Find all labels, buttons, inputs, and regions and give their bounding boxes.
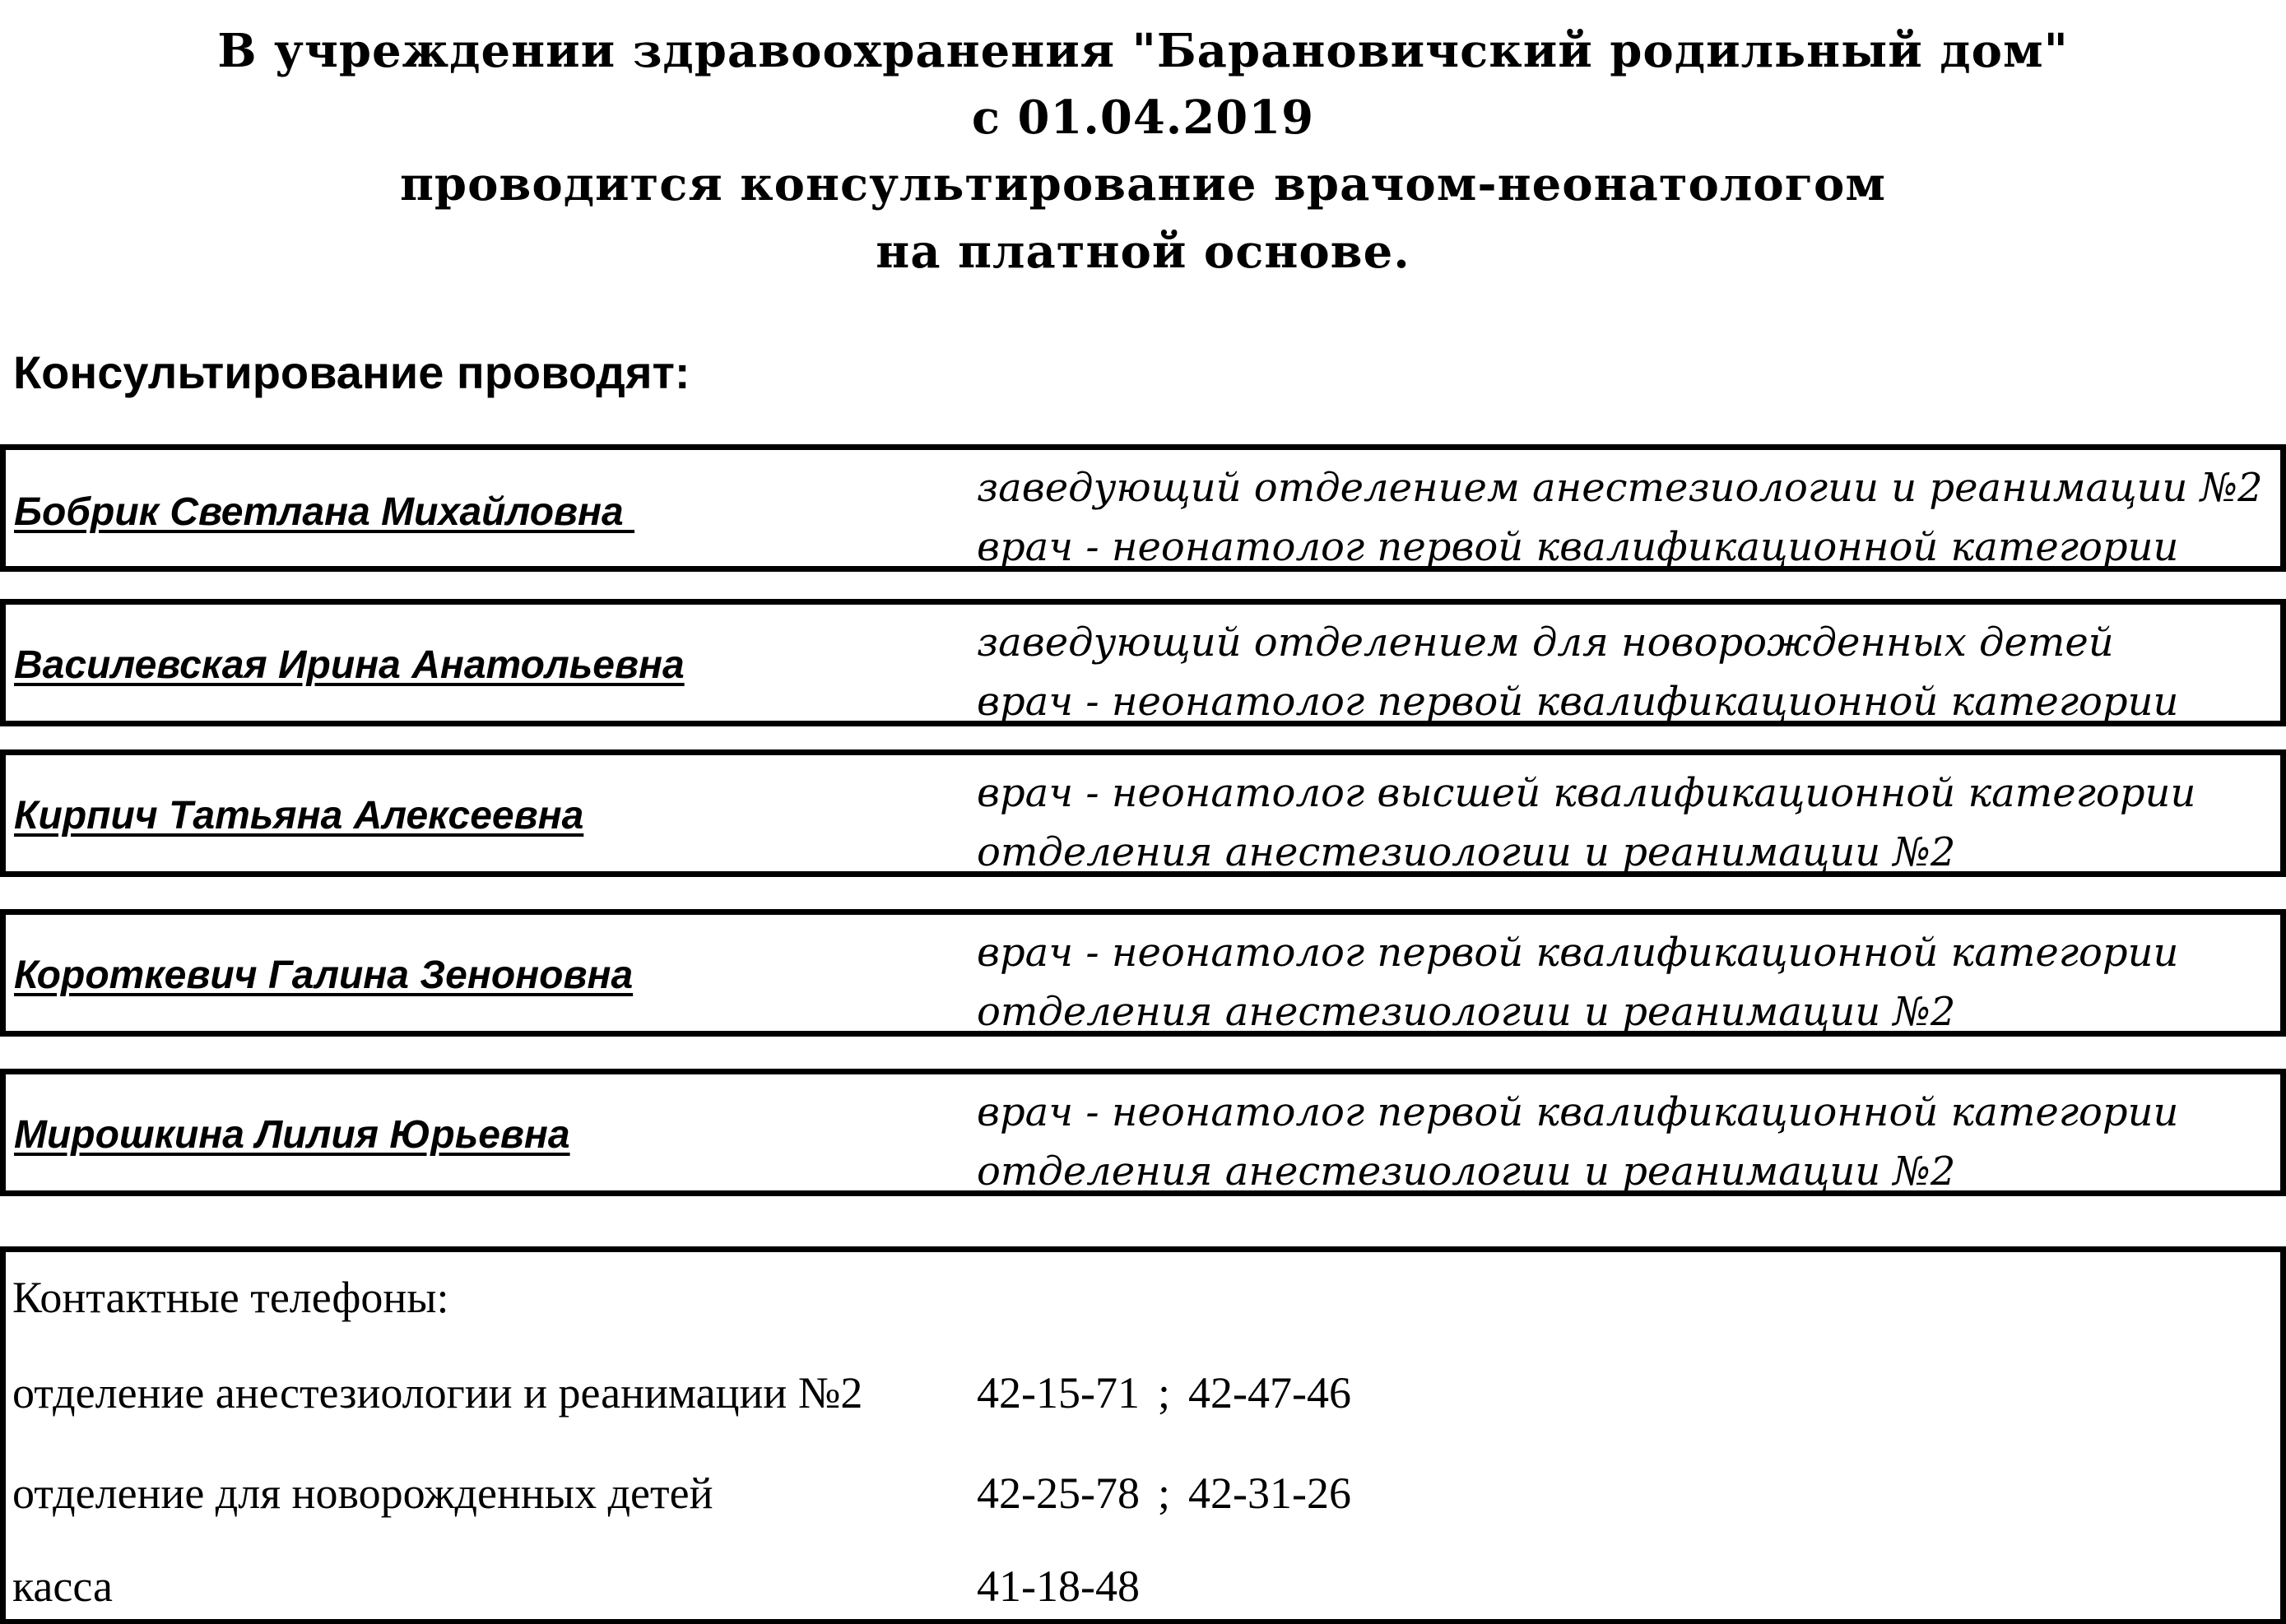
doctor-card [0,1069,2286,1196]
title-line-4: на платной основе. [876,224,1410,279]
doctor-description-line: врач - неонатолог высшей квалификационной категории [977,770,2196,816]
doctor-description-line: заведующий отделением анестезиологии и реанимации №2 [977,465,2263,511]
doctor-description [977,763,2195,882]
title-line-2: с 01.04.2019 [971,90,1315,146]
page-title [0,18,2286,285]
contacts-section [0,1246,2286,1624]
phone-separator: ; [1157,1469,1170,1518]
doctor-description [977,923,2178,1042]
doctor-card [0,909,2286,1037]
doctor-description [977,613,2178,731]
contact-phones [977,1468,1351,1519]
doctor-name: Короткевич Галина Зеноновна [14,954,634,997]
phone-number: 42-15-71 [977,1368,1140,1418]
doctor-description [977,458,2263,577]
doctor-description-line: врач - неонатолог первой квалификационной категории [977,1089,2179,1135]
doctor-description-line: врач - неонатолог первой квалификационной категории [977,930,2179,976]
phone-number: 41-18-48 [977,1561,1140,1611]
contacts-heading: Контактные телефоны: [12,1273,449,1322]
doctor-description [977,1083,2178,1201]
doctor-name: Бобрик Светлана Михайловна [14,490,635,534]
doctor-name: Мирошкина Лилия Юрьевна [14,1113,570,1157]
doctor-description-line: отделения анестезиологии и реанимации №2 [977,829,1956,875]
doctor-description-line: заведующий отделением для новорожденных детей [977,619,2114,666]
doctor-card [0,749,2286,877]
title-line-1: В учреждении здравоохранения "Барановичский родильный дом" [217,24,2069,78]
contact-phones [977,1561,1140,1612]
doctor-description-line: отделения анестезиологии и реанимации №2 [977,989,1956,1035]
contact-label: касса [12,1561,113,1611]
phone-number: 42-47-46 [1187,1368,1351,1418]
doctor-name: Василевская Ирина Анатольевна [14,643,685,687]
doctor-card [0,599,2286,726]
contact-phones [977,1367,1351,1418]
doctor-description-line: врач - неонатолог первой квалификационной категории [977,524,2179,570]
phone-number: 42-25-78 [977,1469,1140,1518]
contact-label: отделение для новорожденных детей [12,1469,713,1518]
doctor-card [0,444,2286,572]
doctor-description-line: врач - неонатолог первой квалификационной категории [977,679,2179,725]
phone-number: 42-31-26 [1187,1469,1351,1518]
contact-label: отделение анестезиологии и реанимации №2 [12,1368,863,1418]
doctor-name: Кирпич Татьяна Алексеевна [14,794,584,838]
phone-separator: ; [1157,1368,1170,1418]
section-heading: Консультирование проводят: [13,346,690,398]
doctor-description-line: отделения анестезиологии и реанимации №2 [977,1148,1956,1195]
title-line-3: проводится консультирование врачом-неонатологом [399,157,1887,212]
